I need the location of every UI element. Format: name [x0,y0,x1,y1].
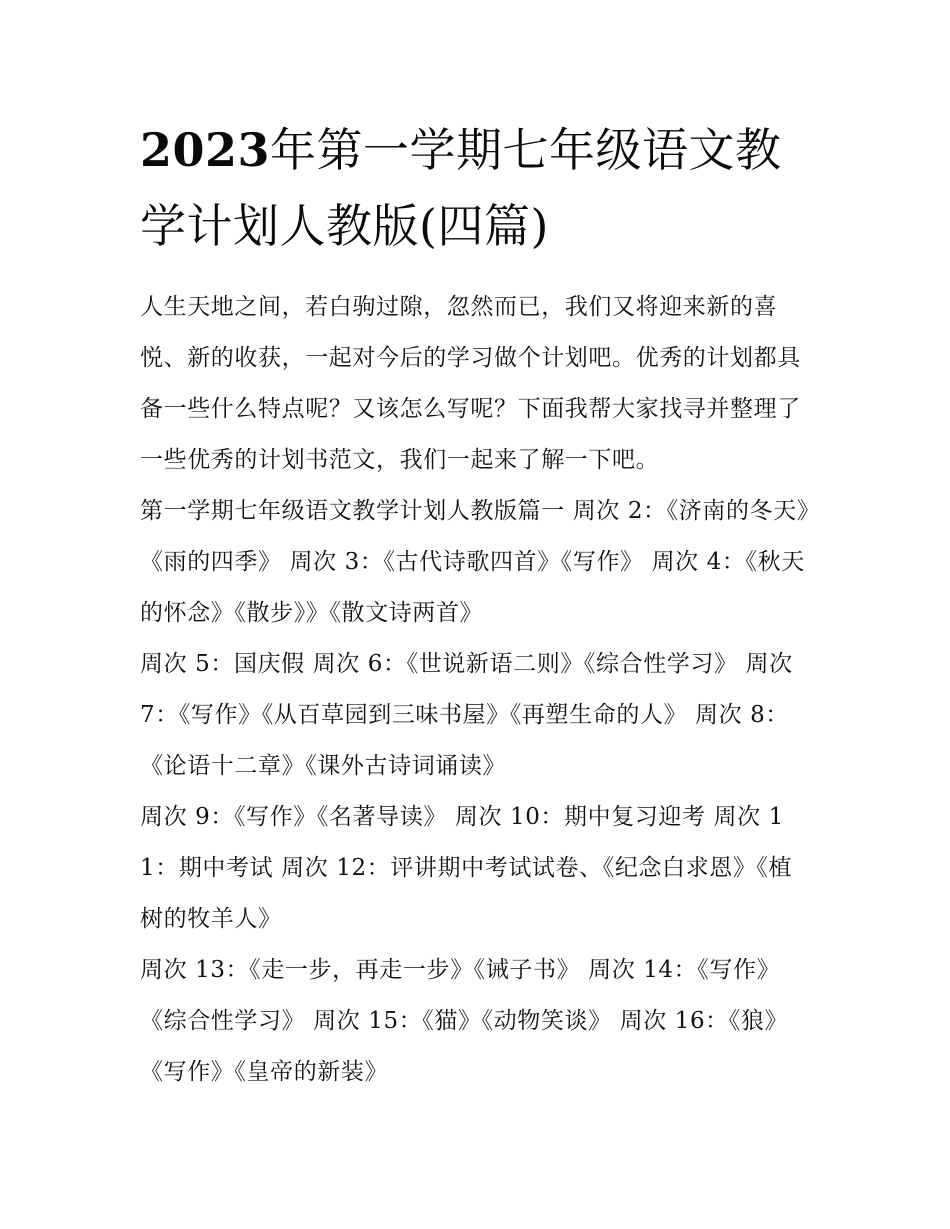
paragraph-list [140,282,812,1098]
schedule-paragraph-weeks-13-16: 周次 13：《走一步，再走一步》《诫子书》 周次 14：《写作》《综合性学习》 周次 15：《猫》《动物笑谈》 周次 16：《狼》《写作》《皇帝的新装》 [140,957,789,1085]
document-title [140,112,812,264]
schedule-paragraph-weeks-5-8: 周次 5：国庆假 周次 6：《世说新语二则》《综合性学习》 周次 7：《写作》《从百草园到三味书屋》《再塑生命的人》 周次 8：《论语十二章》《课外古诗词诵读》 [140,651,793,779]
document-body [140,112,812,1098]
schedule-paragraph-weeks-2-4: 第一学期七年级语文教学计划人教版篇一 周次 2：《济南的冬天》《雨的四季》 周次 3：《古代诗歌四首》《写作》 周次 4：《秋天的怀念》《散步》》《散文诗两首》 [140,498,809,626]
schedule-paragraph-weeks-9-12: 周次 9：《写作》《名著导读》 周次 10：期中复习迎考 周次 11：期中考试 周次 12：评讲期中考试试卷、《纪念白求恩》《植树的牧羊人》 [140,804,793,932]
intro-paragraph: 人生天地之间，若白驹过隙，忽然而已，我们又将迎来新的喜悦、新的收获，一起对今后的学习做个计划吧。优秀的计划都具备一些什么特点呢？又该怎么写呢？下面我帮大家找寻并整理了一些优秀的计划书范文，我们一起来了解一下吧。 [140,294,801,473]
title-text: 年第一学期七年级语文教学计划人教版(四篇) [140,123,782,253]
title-year: 2023 [140,123,271,177]
